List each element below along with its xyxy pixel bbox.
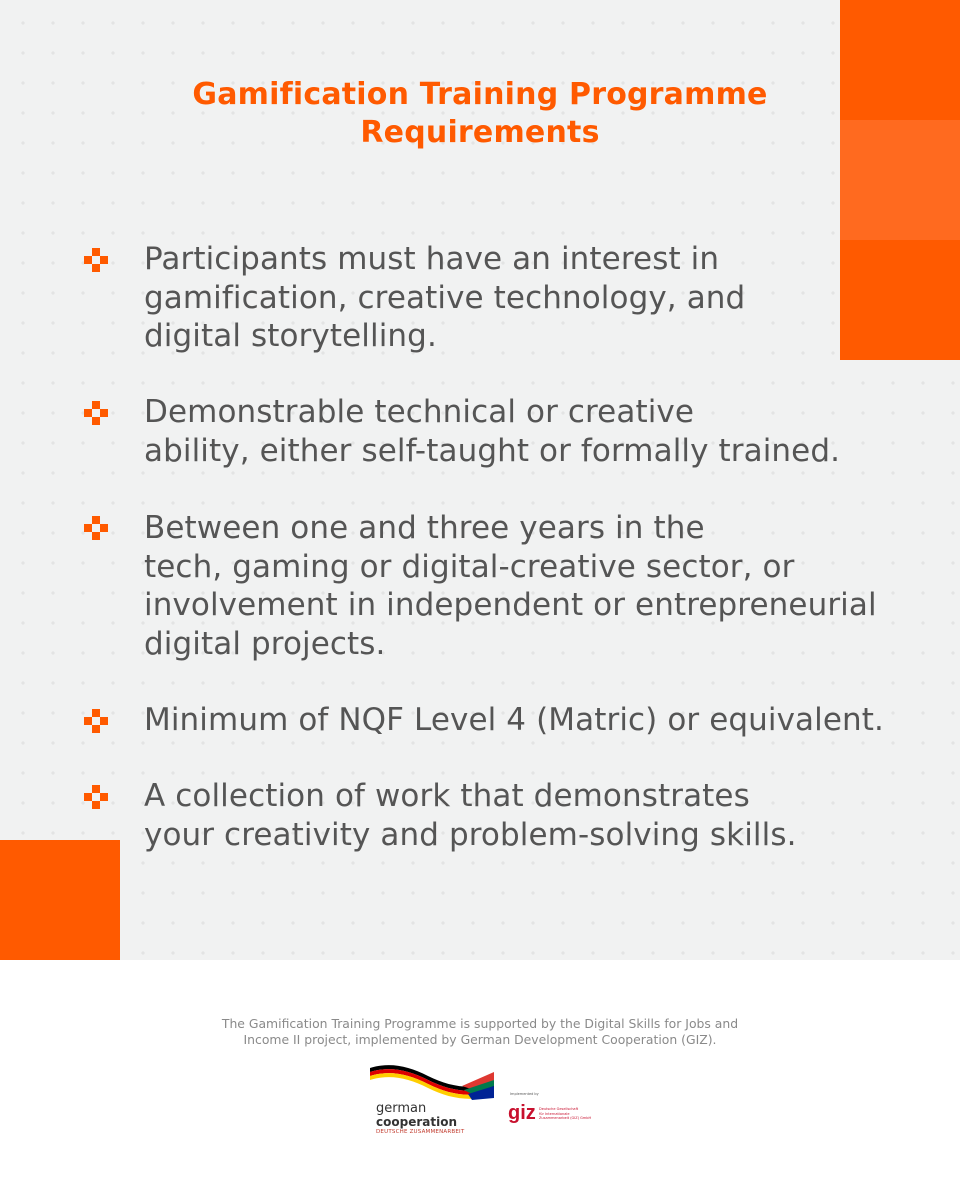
giz-logo [508,1092,598,1128]
footer-credit [180,1016,780,1048]
logo-word-german: german [376,1101,427,1116]
flag-ribbon-icon [368,1064,498,1104]
requirement-line: digital projects. [144,625,386,662]
requirement-line: A collection of work that demonstrates [144,778,750,814]
requirement-line: tech, gaming or digital-creative sector, or [144,548,795,585]
title-line-1: Gamification Training Programme [192,77,768,112]
logo-word-deutsche: DEUTSCHE ZUSAMMENARBEIT [376,1129,465,1135]
giz-fullname-line: für Internationale [539,1111,570,1116]
requirement-line: digital storytelling. [144,318,437,354]
plus-cross-icon [84,709,108,733]
requirement-line: gamification, creative technology, and [144,279,746,316]
accent-block-bottom-left [0,840,120,960]
footer-credit-line: The Gamification Training Programme is supported by the Digital Skills for Jobs and [221,1016,739,1031]
implemented-by-label: Implemented by [510,1092,539,1096]
giz-fullname-line: Deutsche Gesellschaft [539,1107,579,1111]
accent-block-top-right [840,0,960,120]
plus-cross-icon [84,516,108,540]
plus-cross-icon [84,248,108,272]
logo-word-cooperation: cooperation [376,1115,457,1129]
requirement-line: Demonstrable technical or creative [144,394,695,430]
requirement-portfolio [144,777,884,854]
requirement-line: your creativity and problem-solving skills. [144,816,797,853]
title-line-2: Requirements [360,115,600,150]
requirement-line: ability, either self-taught or formally trained. [144,432,841,469]
requirement-experience [144,509,884,663]
giz-wordmark: giz [508,1102,536,1124]
german-cooperation-logo [368,1064,498,1138]
requirement-education [144,701,884,740]
requirement-ability [144,393,884,470]
giz-fullname-line: Zusammenarbeit (GIZ) GmbH [539,1116,592,1120]
requirement-line: Between one and three years in the [144,510,705,546]
page-title [150,76,810,152]
footer-credit-line: Income II project, implemented by German Development Cooperation (GIZ). [243,1032,717,1047]
giz-fullname [539,1107,591,1121]
accent-block-right-middle [840,120,960,240]
requirement-line: Minimum of NQF Level 4 (Matric) or equivalent. [144,702,884,738]
plus-cross-icon [84,401,108,425]
requirement-interest [144,240,884,356]
requirement-line: involvement in independent or entrepreneurial [144,587,877,623]
plus-cross-icon [84,785,108,809]
requirement-line: Participants must have an interest in [144,241,720,277]
